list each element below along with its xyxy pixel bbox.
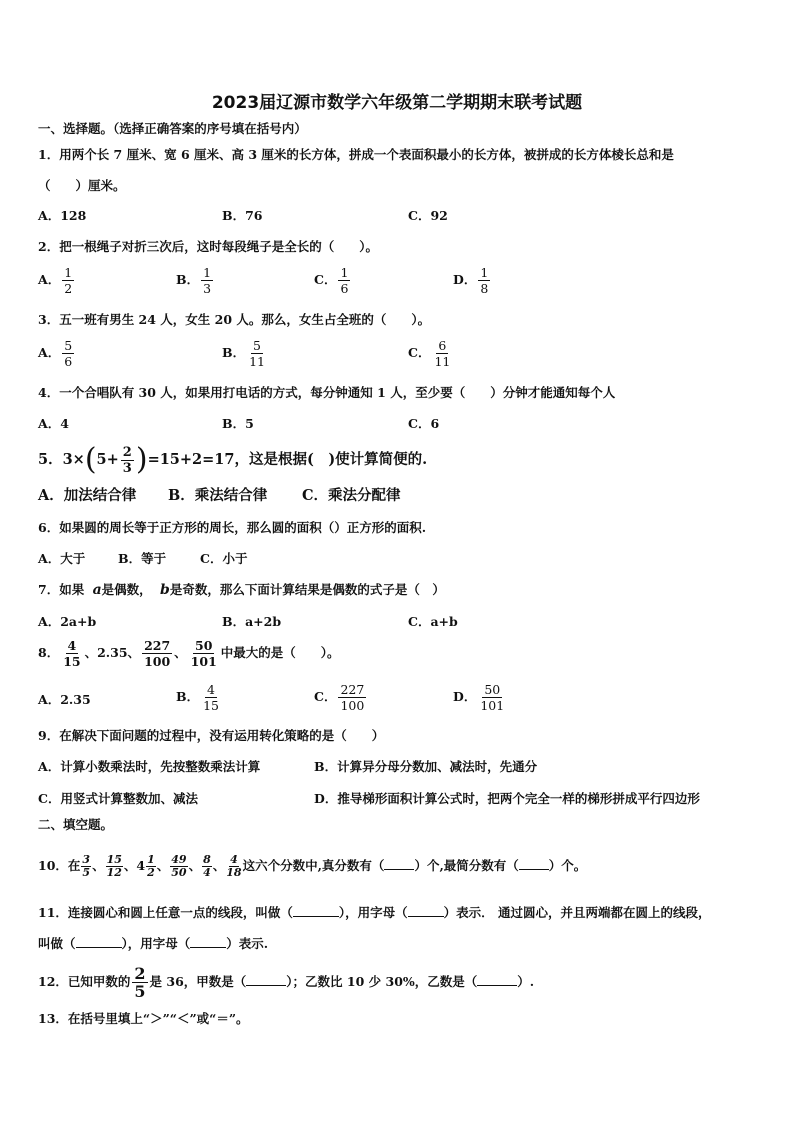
q8-mid: 、2.35、	[84, 645, 141, 660]
q11-blank-1[interactable]	[293, 916, 339, 917]
q10-blank-1[interactable]	[384, 869, 414, 870]
question-3: 3．五一班有男生 24 人，女生 20 人。那么，女生占全班的（ ）。	[38, 312, 431, 327]
fraction: $\frac{4}{15}$	[203, 682, 219, 713]
question-13: 13．在括号里填上“＞”“＜”或“＝”。	[38, 1011, 249, 1026]
fraction: $\frac{6}{11}$	[434, 338, 451, 369]
question-1-line-2: （ ）厘米。	[38, 178, 126, 193]
q10-text-3: ）个。	[548, 858, 587, 873]
q7-part-3: 是奇数，那么下面计算结果是偶数的式子是（ ）	[169, 582, 445, 597]
q2-option-c[interactable]	[314, 265, 352, 296]
q10-separator: 、	[212, 858, 226, 873]
q8-label: 8．	[38, 645, 60, 660]
q2-option-a[interactable]	[38, 265, 76, 296]
question-2: 2．把一根绳子对折三次后，这时每段绳子是全长的（ ）。	[38, 239, 378, 254]
q10-separator: 、	[92, 858, 105, 873]
variable-b: b	[160, 582, 170, 598]
q12-blank-1[interactable]	[246, 985, 286, 986]
q5-option-a[interactable]: A．加法结合律	[38, 487, 137, 504]
fraction: $\frac{1}{8}$	[480, 265, 489, 296]
q8-option-d-label: D．	[453, 689, 477, 704]
section-heading-choice: 一、选择题。（选择正确答案的序号填在括号内）	[38, 121, 307, 136]
q3-option-c-label: C．	[408, 345, 431, 360]
q11-blank-2[interactable]	[408, 916, 444, 917]
q7-option-c[interactable]: C．a+b	[408, 614, 458, 629]
q3-option-c[interactable]	[408, 338, 454, 369]
left-paren: (	[84, 442, 97, 477]
fraction: $\frac{4}{15}$	[63, 638, 81, 669]
question-5	[38, 440, 427, 480]
question-11-line-2	[38, 935, 268, 953]
q10-separator: 、4	[123, 858, 146, 873]
fraction: $\frac{50}{101}$	[480, 682, 505, 713]
q5-inner: 5+	[96, 451, 119, 468]
q12-text-1: 12．已知甲数的	[38, 974, 131, 989]
fraction: $\frac{2}{3}$	[122, 444, 132, 476]
q10-separator: 、	[156, 858, 170, 873]
q11-text-6: ）表示.	[226, 936, 269, 951]
q9-option-d[interactable]: D．推导梯形面积计算公式时，把两个完全一样的梯形拼成平行四边形	[314, 791, 700, 806]
q4-option-b[interactable]: B．5	[222, 416, 254, 431]
q5-option-c[interactable]: C．乘法分配律	[302, 487, 401, 504]
q11-text-5: ），用字母（	[121, 936, 191, 951]
q2-option-c-label: C．	[314, 272, 337, 287]
q10-separator: 、	[188, 858, 202, 873]
q10-fraction: $\frac{49}{50}$	[171, 853, 187, 879]
q10-label: 10．在	[38, 858, 81, 873]
q1-option-a[interactable]: A．128	[38, 208, 87, 223]
q11-text-2: ），用字母（	[338, 905, 408, 920]
question-11-line-1	[38, 904, 711, 922]
question-9: 9．在解决下面问题的过程中，没有运用转化策略的是（ ）	[38, 728, 385, 743]
q10-fraction-list	[80, 853, 242, 879]
q9-option-c[interactable]: C．用竖式计算整数加、减法	[38, 791, 198, 806]
q12-blank-2[interactable]	[477, 985, 517, 986]
q10-fraction: $\frac{1}{2}$	[147, 853, 155, 879]
q11-blank-4[interactable]	[190, 947, 226, 948]
variable-a: a	[92, 582, 102, 598]
q4-option-a[interactable]: A．4	[38, 416, 69, 431]
q11-text-1: 11．连接圆心和圆上任意一点的线段，叫做（	[38, 905, 293, 920]
fraction: $\frac{50}{101}$	[190, 638, 217, 669]
q2-option-a-label: A．	[38, 272, 61, 287]
question-6: 6．如果圆的周长等于正方形的周长，那么圆的面积（）正方形的面积.	[38, 520, 427, 535]
question-8	[38, 638, 340, 669]
q10-fraction: $\frac{3}{5}$	[82, 853, 91, 879]
q11-text-4: 叫做（	[38, 936, 76, 951]
q7-part-2: 是偶数，	[101, 582, 152, 597]
fraction: $\frac{5}{6}$	[64, 338, 73, 369]
q8-separator: 、	[174, 645, 187, 660]
q7-part-1: 7．如果	[38, 582, 85, 597]
q5-option-b[interactable]: B．乘法结合律	[168, 487, 268, 504]
q2-option-b-label: B．	[176, 272, 200, 287]
q12-text-4: ）.	[517, 974, 535, 989]
q7-option-a[interactable]: A．2a+b	[38, 614, 97, 629]
fraction: $\frac{227}{100}$	[340, 682, 365, 713]
q6-option-b[interactable]: B．等于	[118, 551, 167, 566]
q2-option-d-label: D．	[453, 272, 477, 287]
q2-option-d[interactable]	[453, 265, 492, 296]
q7-option-b[interactable]: B．a+2b	[222, 614, 282, 629]
q8-option-a[interactable]: A．2.35	[38, 692, 91, 707]
question-4: 4．一个合唱队有 30 人，如果用打电话的方式，每分钟通知 1 人，至少要（ ）分钟才能通知每个人	[38, 385, 616, 400]
q4-option-c[interactable]: C．6	[408, 416, 440, 431]
q6-option-c[interactable]: C．小于	[200, 551, 248, 566]
q9-option-b[interactable]: B．计算异分母分数加、减法时，先通分	[314, 759, 538, 774]
question-7	[38, 581, 445, 599]
q8-suffix: 中最大的是（ ）。	[220, 645, 340, 660]
fraction: $\frac{227}{100}$	[144, 638, 171, 669]
q11-blank-3[interactable]	[76, 947, 122, 948]
q3-option-b-label: B．	[222, 345, 246, 360]
q8-option-b-label: B．	[176, 689, 200, 704]
q10-fraction: $\frac{15}{12}$	[106, 853, 122, 879]
q10-fraction: $\frac{8}{4}$	[203, 853, 211, 879]
question-10	[38, 846, 586, 886]
right-paren: )	[135, 442, 148, 477]
question-1-line-1: 1．用两个长 7 厘米、宽 6 厘米、高 3 厘米的长方体，拼成一个表面积最小的长方体，被拼成的长方体棱长总和是	[38, 147, 674, 162]
q10-text-1: 这六个分数中,真分数有（	[242, 858, 385, 873]
q10-text-2: ）个,最简分数有（	[414, 858, 519, 873]
q1-option-b[interactable]: B．76	[222, 208, 263, 223]
q5-prefix: 5．3×	[38, 451, 85, 468]
q6-option-a[interactable]: A．大于	[38, 551, 86, 566]
q5-suffix: =15+2=17，这是根据( )使计算简便的.	[147, 451, 428, 468]
q3-option-a[interactable]	[38, 338, 76, 369]
q11-text-3: ）表示． 通过圆心，并且两端都在圆上的线段，	[443, 905, 711, 920]
q8-option-c[interactable]	[314, 682, 368, 713]
q2-option-b[interactable]	[176, 265, 215, 296]
fraction: $\frac{1}{2}$	[64, 265, 73, 296]
q9-option-a[interactable]: A．计算小数乘法时，先按整数乘法计算	[38, 759, 261, 774]
fraction: $\frac{2}{5}$	[134, 964, 146, 1001]
fraction: $\frac{1}{3}$	[203, 265, 212, 296]
q1-option-c[interactable]: C．92	[408, 208, 448, 223]
page-title: 2023届辽源市数学六年级第二学期期末联考试题	[211, 93, 583, 113]
q3-option-a-label: A．	[38, 345, 61, 360]
q12-text-2: 是 36，甲数是（	[149, 974, 247, 989]
q3-option-b[interactable]	[222, 338, 269, 369]
fraction: $\frac{1}{6}$	[340, 265, 349, 296]
section-heading-fill: 二、填空题。	[38, 817, 114, 832]
q12-text-3: ）；乙数比 10 少 30%，乙数是（	[286, 974, 478, 989]
question-12	[38, 964, 534, 1000]
q10-fraction: $\frac{4}{18}$	[226, 853, 242, 879]
q10-blank-2[interactable]	[519, 869, 549, 870]
fraction: $\frac{5}{11}$	[249, 338, 265, 369]
q8-option-c-label: C．	[314, 689, 337, 704]
q8-option-b[interactable]	[176, 682, 223, 713]
q8-option-d[interactable]	[453, 682, 508, 713]
